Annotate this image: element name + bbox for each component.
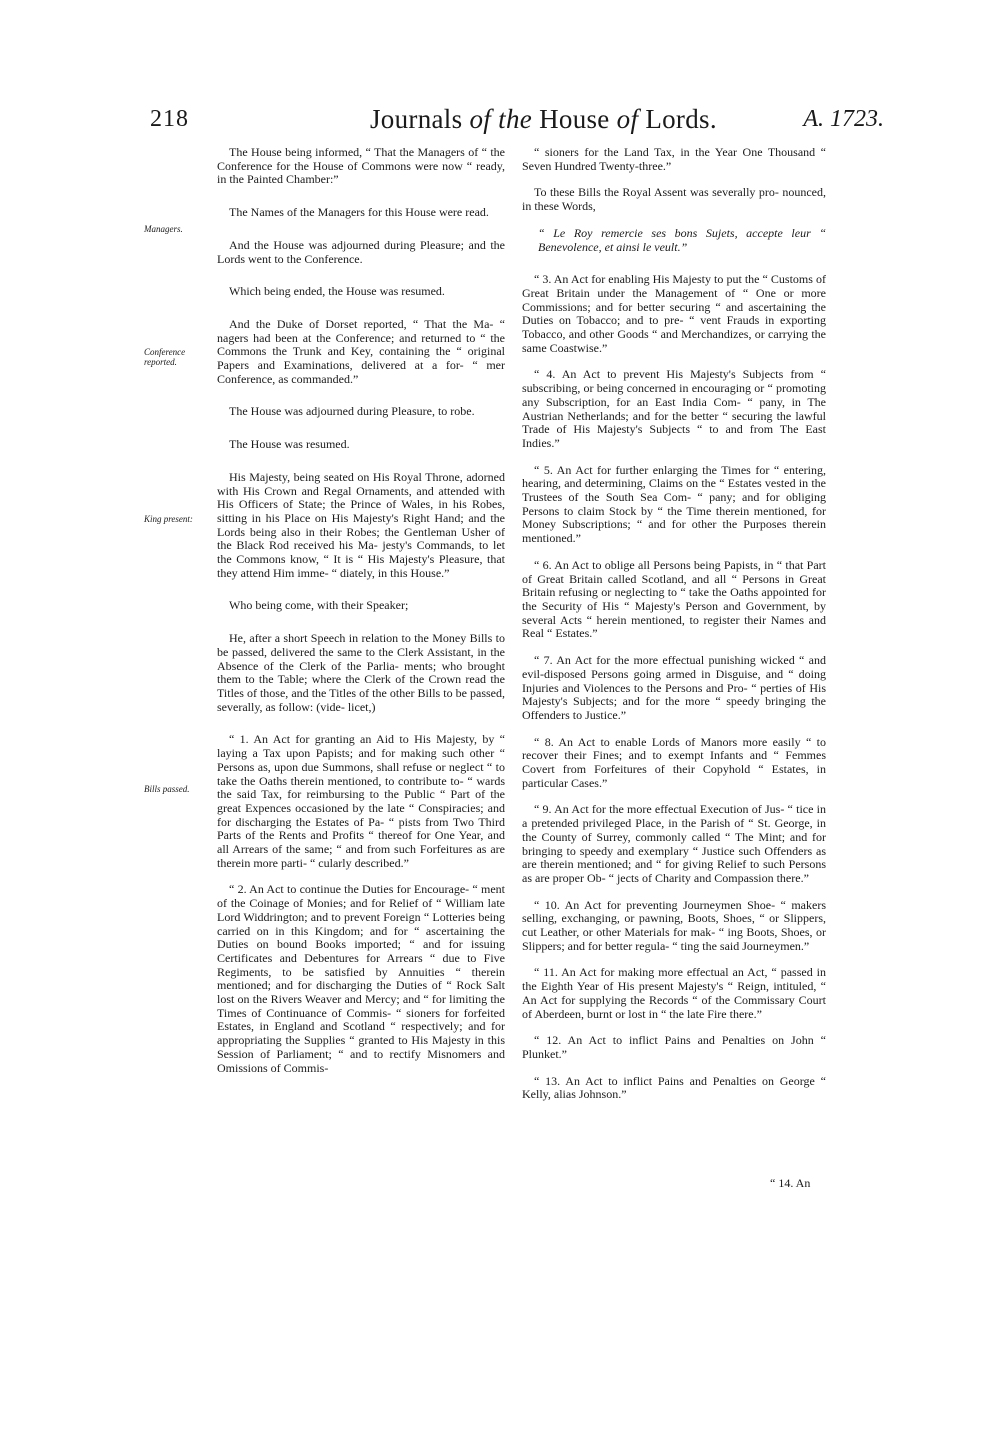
paragraph: The House was adjourned during Pleasure, to robe. xyxy=(229,404,475,419)
paragraph: “ 3. An Act for enabling His Majesty to put the “ Customs of Great Britain under the Management of “ One or more Commissions; and for better securing “ and ascertaining the Duties on Tobacco; and to pre- “ vent Frauds in exporting Tobacco, and other Goods “ and Merchandizes, or carrying the same Coastwise.” xyxy=(522,272,826,355)
margin-note-bills-passed: Bills passed. xyxy=(144,784,190,794)
title-house: House xyxy=(539,104,610,134)
paragraph: “ 5. An Act for further enlarging the Times for “ entering, hearing, and determining, Claims on the “ Estates vested in the Trustees of the South Sea Com- “ pany; and for obliging Persons to claim Stock by “ the Time therein mentioned, for Money Subscriptions; “ and for other the Purposes therein mentioned.” xyxy=(522,462,826,546)
title-of-1: of xyxy=(469,104,492,134)
paragraph: “ 7. An Act for the more effectual punishing wicked “ and evil-disposed Persons going armed in Disguise, and “ doing Injuries and Violences to the Persons and Pro- “ perties of His Majesty's Subjects; and for the more “ speedy bringing the Offenders to Justice.” xyxy=(522,653,826,722)
paragraph: “ 11. An Act for making more effectual an Act, “ passed in the Eighth Year of His present Majesty's “ Reign, intituled, “ An Act for supplying the Records “ of the Commissary Court of Aberdeen, burnt or lost in “ the late Fire there.” xyxy=(522,965,826,1021)
paragraph: “ sioners for the Land Tax, in the Year One Thousand “ Seven Hundred Twenty-three.” xyxy=(522,145,826,173)
paragraph: He, after a short Speech in relation to the Money Bills to be passed, delivered the same to the Clerk Assistant, in the Absence of the Clerk of the Parlia- ments; who brought them to the Table; where the Clerk of the Crown read the Titles of those, and the Titles of the other Bills to be passed, severally, as follow: (vide- licet,) xyxy=(217,631,505,714)
running-title xyxy=(370,104,717,135)
paragraph: The Names of the Managers for this House were read. xyxy=(229,205,489,220)
paragraph: “ 12. An Act to inflict Pains and Penalties on John “ Plunket.” xyxy=(522,1033,826,1061)
paragraph: “ 13. An Act to inflict Pains and Penalties on George “ Kelly, alias Johnson.” xyxy=(522,1073,826,1102)
margin-note-king-present: King present: xyxy=(144,514,193,524)
margin-note-conference: Conference reported. xyxy=(144,347,186,367)
paragraph: “ 9. An Act for the more effectual Execution of Jus- “ tice in a pretended privileged Place, in the Parish of “ St. George, in the County of Surrey, commonly called “ The Mint; and for bringing to speedy and exemplary “ Justice such Offenders as are therein mentioned; and “ for giving Relief to such Persons as are proper Ob- “ jects of Charity and Compassion there.” xyxy=(522,802,826,885)
title-journals: Journals xyxy=(370,104,463,134)
paragraph: And the Duke of Dorset reported, “ That the Ma- “ nagers had been at the Conference; and returned to “ the Commons the Trunk and Key, containing the “ original Papers and Examinations, delivered at a for- “ mer Conference, as commanded.” xyxy=(217,316,505,386)
paragraph: Who being come, with their Speaker; xyxy=(229,598,409,613)
paragraph: “ 2. An Act to continue the Duties for Encourage- “ ment of the Coinage of Monies; and for Relief of “ William late Lord Widdrington; and to prevent Foreign “ Lotteries being carried on in this Kingdom; and for “ ascertaining the Duties on bound Books imported; “ and for issuing Certificates and Debentures for Arrears “ due to Five Regiments, to be satisfied by Annuities “ therein mentioned; and for discharging the Duties of “ Rock Salt lost on the Rivers Weaver and Mercy; and “ for limiting the Times of Continuance of Commis- “ sioners for forfeited Estates, in England and Scotland “ respectively; and for appropriating the Supplies “ granted to His Majesty in this Session of Parliament; “ and to rectify Misnomers and Omissions of Commis- xyxy=(217,882,505,1075)
left-column xyxy=(217,146,505,1088)
page-number: 218 xyxy=(150,106,189,132)
paragraph: “ 4. An Act to prevent His Majesty's Subjects from “ subscribing, or being concerned in encouraging or “ promoting any Subscription, for an East India Com- “ pany, in The Austrian Netherlands; and for the better “ securing the lawful Trade of His Majesty's Subjects “ to and from The East Indies.” xyxy=(522,367,826,450)
paragraph: His Majesty, being seated on His Royal Throne, adorned with His Crown and Regal Ornaments, and attended with His Officers of State; the Prince of Wales, in his Robes, sitting in his Place on His Majesty's Right Hand; and the Lords being also in their Robes; the Gentleman Usher of the Black Rod received his Ma- jesty's Commands, to let the Commons know, “ It is “ His Majesty's Pleasure, that they attend Him imme- “ diately, in this House.” xyxy=(217,469,505,580)
paragraph: “ 1. An Act for granting an Aid to His Majesty, by “ laying a Tax upon Papists; and for making such other “ Persons as, upon due Summons, shall refuse or neglect “ to take the Oaths therein mentioned, to contribute to- “ wards the said Tax, for reimbursing to the Public “ Part of the great Expences occasioned by the late “ Conspiracies; and for discharging the Estates of Pa- “ pists from Two Third Parts of the Rents and Profits “ thereof for One Year, and all Arrears of the same; “ and from such Forfeitures as are therein more parti- “ cularly described.” xyxy=(217,732,505,870)
title-the: the xyxy=(498,104,533,134)
catchword: “ 14. An xyxy=(770,1176,811,1190)
title-lords: Lords. xyxy=(645,104,717,134)
margin-note-managers: Managers. xyxy=(144,224,183,234)
running-header xyxy=(150,106,890,146)
paragraph: The House being informed, “ That the Managers of “ the Conference for the House of Commons were now “ ready, in the Painted Chamber:” xyxy=(217,145,505,187)
royal-assent-formula: “ Le Roy remercie ses bons Sujets, accepte leur “ Benevolence, et ainsi le veult.” xyxy=(538,225,826,254)
paragraph: Which being ended, the House was resumed. xyxy=(229,284,445,299)
year: A. 1723. xyxy=(803,106,884,132)
paragraph: The House was resumed. xyxy=(229,437,350,452)
paragraph: “ 6. An Act to oblige all Persons being Papists, in “ that Part of Great Britain called Scotland, and all “ Persons in Great Britain refusing or neglecting to “ take the Oaths appointed for the Security of His “ Majesty's Person and Government, by several Acts “ herein mentioned, to register their Names and Real “ Estates.” xyxy=(522,557,826,641)
paragraph: “ 8. An Act to enable Lords of Manors more easily “ to recover their Fines; and to exempt Infants and “ Femmes Covert from Forfeitures of their Copyhold “ Estates, in particular Cases.” xyxy=(522,734,826,790)
paragraph: “ 10. An Act for preventing Journeymen Shoe- “ makers selling, exchanging, or pawning, Boots, Shoes, “ or Slippers, cut Leather, or other Materials for mak- “ ing Boots, Shoes, or Slippers; and for better regula- “ ting the said Journeymen.” xyxy=(522,897,826,953)
title-of-2: of xyxy=(616,104,639,134)
right-column xyxy=(522,146,826,1115)
paragraph: To these Bills the Royal Assent was severally pro- nounced, in these Words, xyxy=(522,185,826,214)
paragraph: And the House was adjourned during Pleasure; and the Lords went to the Conference. xyxy=(217,237,505,266)
